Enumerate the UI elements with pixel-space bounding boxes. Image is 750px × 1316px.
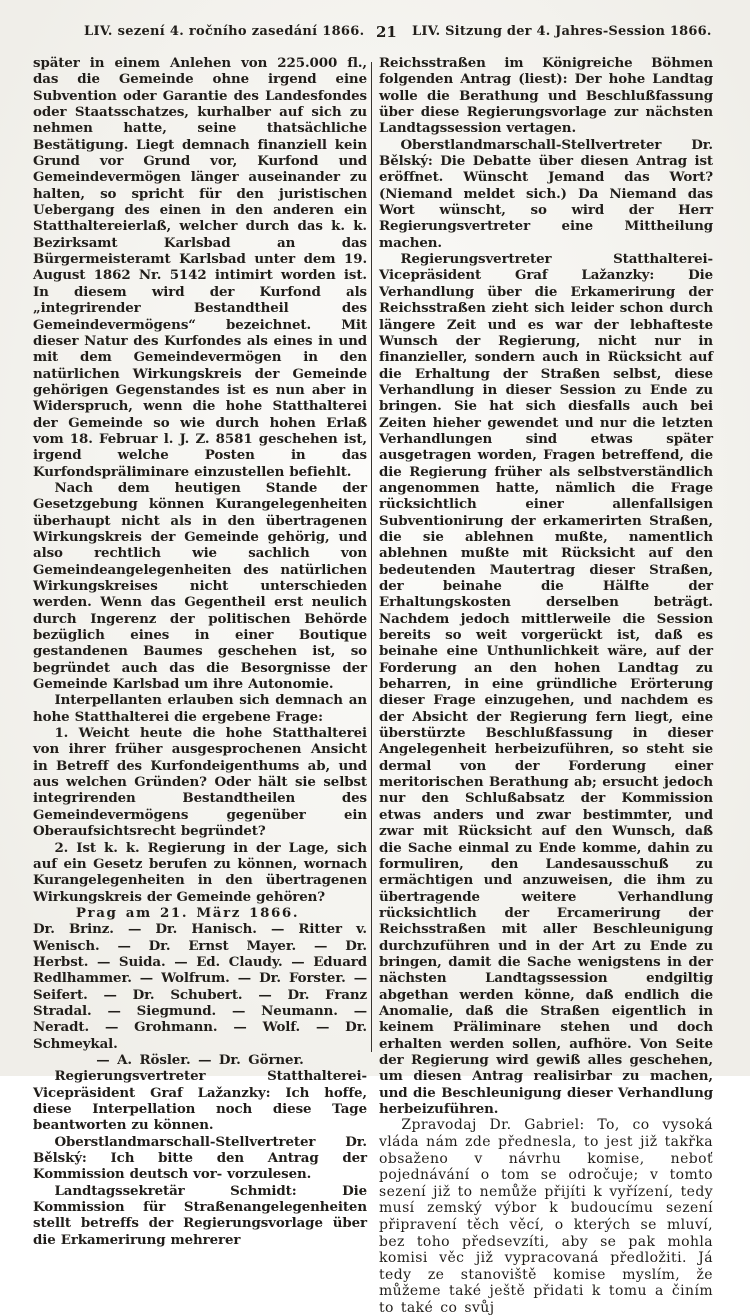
paragraph-lazanzky-reply: Regierungsvertreter Statthalterei-Vicepräsident Graf Lažanzky: Ich hoffe, diese Interpellation noch diese Tage beantworten zu können. (33, 1068, 367, 1134)
signatories-last-line: — A. Rösler. — Dr. Görner. (96, 1051, 304, 1068)
right-text-column (379, 55, 713, 1316)
header-title-czech: LIV. sezení 4. ročního zasedání 1866. (84, 24, 365, 39)
paragraph-stand-der-gesetzgebung: Nach dem heutigen Stande der Gesetzgebung können Kurangelegenheiten überhaupt nicht als in den übertragenen Wirkungskreis der Gemeinde gehörig, und also rechtlich wie sachlich von Gemeindeangelegenheiten des natürlichen Wirkungskreises nicht unterschieden werden. Wenn das Gegentheil erst neulich durch Ingerenz der politischen Behörde bezüglich eines in einer Boutique gestandenen Baumes geschehen ist, so begründet auch das die Besorgnisse der Gemeinde Karlsbad um ihre Autonomie. (33, 479, 367, 693)
paragraph-anlehen-continuation: später in einem Anlehen von 225.000 fl., das die Gemeinde ohne irgend eine Subvention oder Garantie des Landesfondes oder Staatsschatzes, kurhalber auf sich zu nehmen hatte, seine thatsächliche Bestätigung. Liegt demnach finanziell kein Grund vor Grund vor, Kurfond und Gemeindevermögen länger auseinander zu halten, so spricht für den juristischen Uebergang des einen in den anderen ein Statthaltereierlaß, welcher durch das k. k. Bezirksamt Karlsbad an das Bürgermeisteramt Karlsbad unter dem 19. August 1862 Nr. 5142 intimirt worden ist. In diesem wird der Kurfond als „integrirender Bestandtheil des Gemeindevermögens“ bezeichnet. Mit dieser Natur des Kurfondes als eines in und mit dem Gemeindevermögen in den natürlichen Wirkungskreis der Gemeinde gehörigen Gegenstandes ist es nun aber in Widerspruch, wenn die hohe Statthalterei der Gemeinde so wie durch hohen Erlaß vom 18. Februar l. J. Z. 8581 geschehen ist, irgend welche Posten in das Kurfondspräliminare einzustellen befiehlt. (33, 55, 367, 480)
signatories-list: Dr. Brinz. — Dr. Hanisch. — Ritter v. Wenisch. — Dr. Ernst Mayer. — Dr. Herbst. — Suida. — Ed. Claudy. — Eduard Redlhammer. — Wolfrum. — Dr. Forster. — Seifert. — Dr. Schubert. — Dr. Franz Stradal. — Siegmund. — Neumann. — Neradt. — Grohmann. — Wolf. — Dr. Schmeykal. (33, 921, 367, 1052)
page-header (0, 24, 750, 46)
paragraph-zpravodaj-gabriel: Zpravodaj Dr. Gabriel: To, co vysoká vláda nám zde přednesla, to jest již takřka obsaženo v návrhu komise, neboť pojednávání o tom se odročuje; v tomto sezení již to nemůže přijíti k vyřízení, tedy musí zemský výbor k budoucímu sezení připravení těch věcí, o kterých se mluví, bez toho předsevzíti, aby se pak mohla komisi věc již vypracovaná předložiti. Já tedy ze stanoviště komise myslím, že můžeme také ještě přidati k tomu a činím to také co svůj (379, 1117, 713, 1316)
paragraph-schmidt-kommission: Landtagssekretär Schmidt: Die Kommission für Straßenangelegenheiten stellt betreffs der Regierungsvorlage über die Erkamerirung mehrerer (33, 1182, 367, 1248)
paragraph-lazanzky-erklaerung: Regierungsvertreter Statthalterei-Vicepräsident Graf Lažanzky: Die Verhandlung über die Erkamerirung der Reichsstraßen zieht sich leider schon durch längere Zeit und es war der lebhafteste Wunsch der Regierung, nicht nur in finanzieller, sondern auch in Rücksicht auf die Erhaltung der Straßen selbst, diese Verhandlung in dieser Session zu Ende zu bringen. Sie hat sich diesfalls auch bei Zeiten hieher gewendet und nur die letzten Verhandlungen sind etwas später ausgetragen worden, Fragen betreffend, die die Regierung früher als selbstverständlich angenommen hatte, nämlich die Frage rücksichtlich einer allenfallsigen Subventionirung der erkamerirten Straßen, die sie ablehnen mußte, namentlich ablehnen mußte mit Rücksicht auf den bedeutenden Mautertrag dieser Straßen, der beinahe die Hälfte der Erhaltungskosten derselben beträgt. Nachdem jedoch mittlerweile die Session bereits so weit vorgerückt ist, daß es beinahe eine Unthunlichkeit wäre, auf der Forderung an den hohen Landtag zu beharren, in eine gründliche Erörterung dieser Frage einzugehen, und nachdem es der Absicht der Regierung fern liegt, eine überstürzte Beschlußfassung in dieser Angelegenheit herbeizuführen, so steht sie dermal von der Forderung einer meritorischen Berathung ab; ersucht jedoch nur den Schlußabsatz der Kommission etwas anders und zwar bestimmter, und zwar mit Rücksicht auf den Wunsch, daß die Sache einmal zu Ende komme, dahin zu formuliren, den Landesausschuß zu ermächtigen und anzuweisen, die ihm zu übertragende weitere Verhandlung rücksichtlich der Ercamerirung der Reichsstraßen mit aller Beschleunigung durchzuführen und in der Art zu Ende zu bringen, damit die Sache wenigstens in der nächsten Landtagssession endgiltig abgethan werden könne, daß endlich die Anomalie, daß die Straßen eigentlich in keinem Präliminare stehen und doch erhalten werden sollen, aufhöre. Von Seite der Regierung wird gewiß alles geschehen, um diesen Antrag realisirbar zu machen, und die Beschleunigung dieser Verhandlung herbeizuführen. (379, 251, 713, 1117)
page-number: 21 (376, 23, 397, 41)
column-divider-rule (371, 62, 372, 1052)
paragraph-frage-1: 1. Weicht heute die hohe Statthalterei von ihrer früher ausgesprochenen Ansicht in Betreff des Kurfondeigenthums ab, und aus welchen Gründen? Oder hält sie selbst integrirenden Bestandtheilen des Gemeindevermögens gegenüber ein Oberaufsichtsrecht begründet? (33, 725, 367, 840)
header-title-german: LIV. Sitzung der 4. Jahres-Session 1866. (412, 24, 712, 39)
paragraph-interpellanten-frage: Interpellanten erlauben sich demnach an hohe Statthalterei die ergebene Frage: (33, 692, 367, 725)
paragraph-belsky-request: Oberstlandmarschall-Stellvertreter Dr. Bělský: Ich bitte den Antrag der Kommission deutsch vor- vorzulesen. (33, 1133, 367, 1183)
dateline-prag: Prag am 21. März 1866. (75, 904, 300, 921)
paragraph-belsky-debatte: Oberstlandmarschall-Stellvertreter Dr. Bělský: Die Debatte über diesen Antrag ist eröffnet. Wünscht Jemand das Wort? (Niemand meldet sich.) Da Niemand das Wort wünscht, so wird der Herr Regierungsvertreter eine Mittheilung machen. (379, 136, 713, 251)
paragraph-frage-2: 2. Ist k. k. Regierung in der Lage, sich auf ein Gesetz berufen zu können, wornach Kurangelegenheiten in den übertragenen Wirkungskreis der Gemeinde gehören? (33, 839, 367, 905)
left-text-column (33, 55, 367, 1248)
paragraph-reichsstrassen-antrag: Reichsstraßen im Königreiche Böhmen folgenden Antrag (liest): Der hohe Landtag wolle die Berathung und Beschlußfassung über diese Regierungsvorlage zur nächsten Landtagssession vertagen. (379, 55, 713, 137)
